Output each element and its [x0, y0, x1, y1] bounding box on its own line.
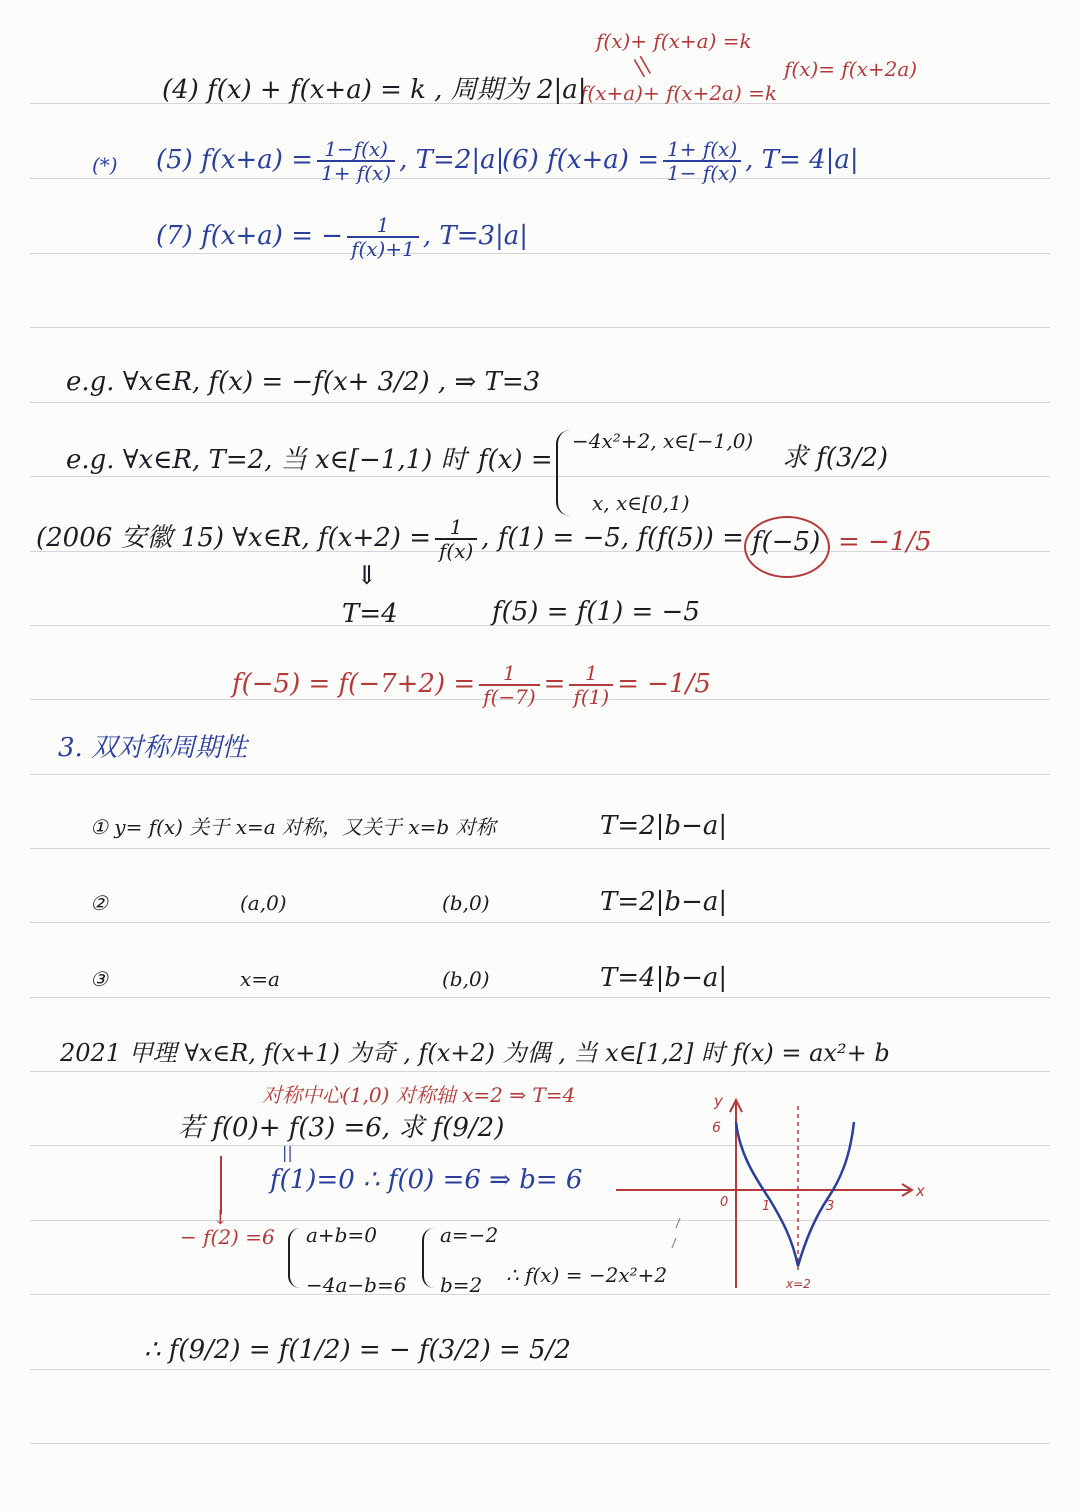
rule-line	[30, 1443, 1050, 1444]
jia-2021-problem: 2021 甲理 ∀x∈R, f(x+1) 为奇 , f(x+2) 为偶 , 当 x∈[1,2] 时 f(x) = ax²+ b	[60, 1039, 890, 1067]
anhui-calc-num-1: 1	[503, 661, 516, 685]
rule-7	[156, 214, 528, 260]
rule-7-lhs: (7) f(x+a) = −	[156, 221, 344, 251]
rule-7-fraction	[347, 214, 419, 260]
anhui-f5: f(5) = f(1) = −5	[492, 597, 700, 627]
anhui-head: (2006 安徽 15) ∀x∈R, f(x+2) =	[36, 523, 431, 553]
system-1-brace	[288, 1228, 300, 1288]
anhui-numerator: 1	[449, 515, 463, 539]
rule-line	[30, 997, 1050, 998]
section-3-row-2-period: T=2|b−a|	[600, 887, 728, 917]
rule-6-numerator: 1+ f(x)	[667, 137, 738, 161]
rule-6	[502, 138, 859, 184]
anhui-period: T=4	[342, 599, 398, 629]
system-2-brace	[422, 1228, 434, 1288]
curve-right-branch	[798, 1122, 854, 1266]
example-2-fx: f(x) =	[478, 445, 553, 475]
rule-5-denominator: 1+ f(x)	[317, 160, 395, 184]
piecewise-brace	[556, 430, 572, 516]
anhui-calc-num-2: 1	[584, 661, 598, 685]
rule-line	[30, 922, 1050, 923]
jia-2021-equals-mark: ||	[282, 1143, 293, 1162]
jia-2021-b-solution: f(1)=0 ∴ f(0) =6 ⇒ b= 6	[270, 1165, 583, 1195]
rule-6-fraction	[663, 138, 741, 184]
star-marker: (*)	[92, 153, 118, 177]
rule-line	[30, 327, 1050, 328]
section-3-row-1-period: T=2|b−a|	[600, 811, 728, 841]
anhui-result: = −1/5	[838, 527, 932, 557]
rule-7-numerator: 1	[376, 213, 390, 237]
graph-x2-label: x=2	[786, 1277, 811, 1291]
graph-tick-3: 3	[826, 1199, 835, 1214]
jia-2021-system-1-a: a+b=0	[306, 1223, 377, 1247]
rule-5-period: , T=2|a|	[399, 145, 505, 175]
example-2-case-1: −4x²+2, x∈[−1,0)	[572, 429, 754, 453]
anhui-calc	[232, 662, 711, 708]
stray-pencil-marks	[672, 1218, 680, 1248]
graph-tick-1: 1	[762, 1199, 771, 1214]
section-3-title: 3. 双对称周期性	[58, 733, 248, 763]
rule-line	[30, 1369, 1050, 1370]
section-3-row-3-period: T=4|b−a|	[600, 963, 728, 993]
rule-5	[156, 138, 504, 184]
rule-5-fraction	[317, 138, 395, 184]
anhui-fraction	[435, 516, 477, 562]
jia-2021-system-1-b: −4a−b=6	[306, 1273, 407, 1297]
section-3-row-2-b: (b,0)	[442, 891, 490, 915]
section-3-row-3-a: x=a	[240, 967, 280, 991]
rule-line	[30, 1071, 1050, 1072]
graph-y-six: 6	[712, 1120, 721, 1136]
jia-2021-neg-f2: − f(2) =6	[180, 1225, 275, 1249]
example-2-case-2: x, x∈[0,1)	[592, 491, 690, 515]
jia-2021-final-answer: ∴ f(9/2) = f(1/2) = − f(3/2) = 5/2	[144, 1335, 571, 1365]
anhui-circled-term: f(−5)	[752, 527, 821, 557]
anhui-calc-end: = −1/5	[617, 669, 711, 699]
example-1: e.g. ∀x∈R, f(x) = −f(x+ 3/2) , ⇒ T=3	[66, 367, 541, 397]
anhui-calc-fraction-1	[479, 662, 540, 708]
section-3-row-3-number: ③	[90, 967, 108, 991]
red-arrow-head-icon: ↓	[212, 1205, 229, 1229]
function-sketch-graph	[610, 1088, 940, 1298]
anhui-calc-eq: =	[543, 669, 566, 699]
red-note-sum-x-plus-a: f(x+a)+ f(x+2a) =k	[580, 81, 778, 105]
rule-6-lhs: (6) f(x+a) =	[502, 145, 660, 175]
jia-2021-system-2-b: b=2	[440, 1273, 483, 1297]
rule-6-denominator: 1− f(x)	[663, 160, 741, 184]
red-note-equals-mark: ||	[629, 51, 654, 79]
anhui-tail: , f(1) = −5, f(f(5)) =	[481, 523, 744, 553]
rule-7-period: , T=3|a|	[422, 221, 529, 251]
example-2: e.g. ∀x∈R, T=2, 当 x∈[−1,1) 时	[66, 445, 467, 475]
rule-7-denominator: f(x)+1	[347, 236, 419, 260]
rule-line	[30, 402, 1050, 403]
jia-2021-system-2-a: a=−2	[440, 1223, 499, 1247]
curve-left-branch	[736, 1122, 798, 1266]
red-note-period-2a: f(x)= f(x+2a)	[784, 57, 918, 81]
rule-line	[30, 848, 1050, 849]
anhui-calc-start: f(−5) = f(−7+2) =	[232, 669, 476, 699]
graph-origin: 0	[720, 1195, 729, 1210]
graph-y-label: y	[714, 1092, 723, 1110]
red-note-sum-x: f(x)+ f(x+a) =k	[596, 29, 752, 53]
anhui-calc-fraction-2	[569, 662, 613, 708]
section-3-row-1: ① y= f(x) 关于 x=a 对称，又关于 x=b 对称	[90, 815, 496, 839]
rule-6-period: , T= 4|a|	[745, 145, 859, 175]
rule-line	[30, 774, 1050, 775]
jia-2021-symmetry-note: 对称中心(1,0) 对称轴 x=2 ⇒ T=4	[262, 1083, 576, 1107]
jia-2021-fx-result: ∴ f(x) = −2x²+2	[506, 1263, 668, 1287]
section-3-row-2-a: (a,0)	[240, 891, 287, 915]
graph-x-label: x	[916, 1182, 925, 1200]
jia-2021-ask: 若 f(0)+ f(3) =6, 求 f(9/2)	[178, 1113, 505, 1143]
rule-5-lhs: (5) f(x+a) =	[156, 145, 314, 175]
anhui-calc-den-2: f(1)	[569, 684, 613, 708]
anhui-denominator: f(x)	[435, 538, 477, 562]
rule-line	[30, 476, 1050, 477]
section-3-row-2-number: ②	[90, 891, 108, 915]
anhui-calc-den-1: f(−7)	[479, 684, 540, 708]
example-2-ask: 求 f(3/2)	[782, 443, 889, 473]
anhui-problem	[36, 516, 744, 562]
item-4-rule: (4) f(x) + f(x+a) = k , 周期为 2|a|	[162, 75, 587, 105]
rule-5-numerator: 1−f(x)	[324, 137, 388, 161]
section-3-row-3-b: (b,0)	[442, 967, 490, 991]
down-arrow-icon: ⇓	[356, 561, 378, 591]
